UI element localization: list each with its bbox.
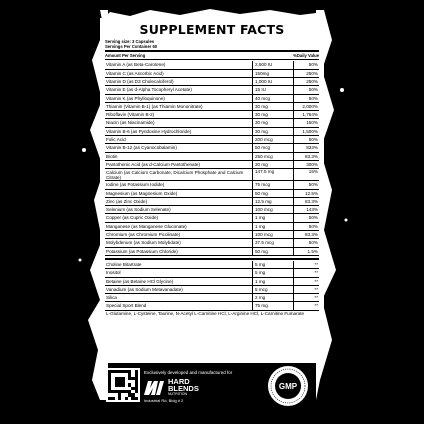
table-row [105,119,319,127]
amount: 30 mg [252,128,293,135]
daily-value: ** [293,286,319,293]
nutrient-name: Manganese (as Manganese Gluconate) [106,223,187,229]
amount: 2,500 IU [252,61,293,68]
nutrient-name: Calcium (as Calcium Carbonate, Dicalcium Phosphate and Calcium Citrate) [106,169,244,180]
amount: 147.5 mg [252,169,293,180]
amount: 1,000 IU [252,78,293,85]
table-row [105,144,319,152]
nutrient-name: Special Sport Blend [106,303,147,309]
nutrient-name: Vitamin B-12 (as Cyanocobalamin) [106,145,177,151]
daily-value: 300% [293,161,319,168]
table-row [105,223,319,231]
table-row [105,78,319,86]
daily-value: ** [293,302,319,309]
table-row [105,198,319,206]
daily-value: 50% [293,95,319,102]
daily-value: 50% [293,86,319,93]
nutrient-name: Magnesium (as Magnesium Oxide) [106,190,178,196]
daily-value: 83.3% [293,153,319,160]
serving-size: Serving size: 3 Capsules [105,39,155,44]
amount: 100 mcg [252,206,293,213]
blend-ingredients: L-Glutamine, L-Cysteine, Taurine, N-Acetyl L-Carnitine HCl, L-Arginine HCl, L-Carnitine Fumarate [106,310,305,316]
table-row [105,269,319,277]
amount: 40 mcg [252,95,293,102]
nutrient-name: Chromium (as Chromium Picolinate) [106,232,181,238]
table-row [105,95,319,103]
table-row [105,286,319,294]
blend-rows [105,261,319,311]
daily-value: 1.5% [293,248,319,255]
made-by-text: Exclusively developed and manufactured for [144,370,233,375]
daily-value: 50% [293,136,319,143]
daily-value: 150% [293,119,319,126]
amount: 5 mg [252,261,293,268]
daily-value: ** [293,278,319,285]
nutrient-name: Vanadium (as Sodium Metavanadate) [106,286,183,292]
nutrient-name: Vitamin C (as Ascorbic Acid) [106,70,164,76]
table-row [105,239,319,247]
table-row [105,161,319,169]
table-row [105,190,319,198]
table-row [105,70,319,78]
table-row [105,261,319,269]
daily-value: 1,500% [293,128,319,135]
brand-subtitle: NUTRITION [168,392,188,396]
gmp-seal [268,366,308,406]
amount-header: Amount Per Serving [105,53,146,59]
table-row [105,294,319,302]
brand-mark-icon [144,379,166,395]
nutrient-name: Vitamin E (as d-Alpha Tocopheryl Acetate) [106,87,192,93]
nutrient-name: Iodine (as Potassium Iodide) [106,182,165,188]
daily-value: 1,764% [293,111,319,118]
table-row [105,214,319,222]
nutrient-name: Betaine (as Betaine HCl Glycine) [106,278,174,284]
daily-value: 50% [293,239,319,246]
table-row [105,111,319,119]
daily-value: ** [293,269,319,276]
daily-value: 143% [293,206,319,213]
nutrient-name: Inositol [106,270,121,276]
amount: 50 mcg [252,144,293,151]
amount: 37.5 mcg [252,239,293,246]
nutrient-name: Silica [106,295,117,301]
amount: 75 mg [252,302,293,309]
nutrient-rows [105,61,319,256]
amount: 30 mg [252,103,293,110]
qr-module [135,397,138,400]
daily-value: 50% [293,214,319,221]
daily-value: ** [293,261,319,268]
divider [105,258,319,260]
gmp-ring-icon [268,366,308,406]
table-row [105,231,319,239]
table-row [105,153,319,161]
footer [100,366,324,410]
daily-value: 50% [293,181,319,188]
nutrient-name: Selenium (as Sodium Selenate) [106,207,171,213]
amount: 200 mcg [252,136,293,143]
table-row [105,278,319,286]
amount: 1 mg [252,214,293,221]
nutrient-name: Biotin [106,153,118,159]
brand-name [168,378,199,396]
nutrient-name: Folic Acid [106,137,126,143]
table-row [105,86,319,94]
daily-value: 250% [293,70,319,77]
amount: 2 mg [252,294,293,301]
amount: 150mg [252,70,293,77]
daily-value: 15% [293,169,319,180]
amount: 1 mg [252,278,293,285]
nutrient-name: Vitamin A (as Beta-Carotene) [106,62,166,68]
daily-value: 2,000% [293,103,319,110]
nutrient-name: Niacin (as Niacinamide) [106,120,155,126]
table-row [105,61,319,69]
address: Industrial Rd, Bldg # 2 [144,398,184,403]
nutrient-name: Copper (as Cupric Oxide) [106,215,159,221]
daily-value: ** [293,294,319,301]
daily-value-header: %Daily Value [293,53,319,59]
nutrient-name: Choline Bitartrate [106,261,142,267]
table-row [105,169,319,181]
amount: 30 mg [252,111,293,118]
amount: 250 mcg [252,153,293,160]
nutrient-name: Potassium (as Potassium Chloride) [106,248,178,254]
amount: 15 IU [252,86,293,93]
daily-value: 12.5% [293,190,319,197]
gmp-label: GMP [275,373,301,399]
amount: 30 mg [252,161,293,168]
nutrient-name: Riboflavin (Vitamin B-2) [106,112,155,118]
table-row [105,103,319,111]
nutrient-name: Pantothenic Acid (as d-Calcium Pantothenate) [106,161,200,167]
servings-per-container: Servings Per Container 60 [105,44,158,50]
amount: 5 mg [252,269,293,276]
panel-title: SUPPLEMENT FACTS [139,22,285,37]
table-row [105,302,319,310]
daily-value: 83.3% [293,198,319,205]
brand-logo [144,378,199,396]
amount: 75 mcg [252,181,293,188]
amount: 50 mg [252,248,293,255]
supplement-facts-panel [100,18,324,363]
daily-value: 50% [293,61,319,68]
qr-code [106,368,140,402]
table-row [105,181,319,189]
nutrient-name: Vitamin B-6 (as Pyridoxine Hydrochloride) [106,128,192,134]
amount: 5 mcg [252,286,293,293]
nutrient-name: Zinc (as Zinc Oxide) [106,198,148,204]
amount: 100 mcg [252,231,293,238]
table-row [105,128,319,136]
daily-value: 833% [293,144,319,151]
amount: 30 mg [252,119,293,126]
amount: 1 mg [252,223,293,230]
table-row [105,248,319,256]
daily-value: 250% [293,78,319,85]
brand-line-1: HARD [168,377,190,386]
table-header [105,50,319,60]
brand-line-2: BLENDS [168,384,199,393]
amount: 50 mg [252,190,293,197]
daily-value: 83.3% [293,231,319,238]
nutrient-name: Vitamin K (as Phylloquinone) [106,95,165,101]
amount: 12.5 mg [252,198,293,205]
nutrient-name: Thiamin (Vitamin B-1) (as Thiamin Mononitrate) [106,103,203,109]
daily-value: 50% [293,223,319,230]
table-row [105,136,319,144]
nutrient-name: Molybdenum (as Sodium Molybdate) [106,240,181,246]
table-row [105,206,319,214]
nutrient-name: Vitamin D (as D3 Cholecalciferol) [106,79,174,84]
